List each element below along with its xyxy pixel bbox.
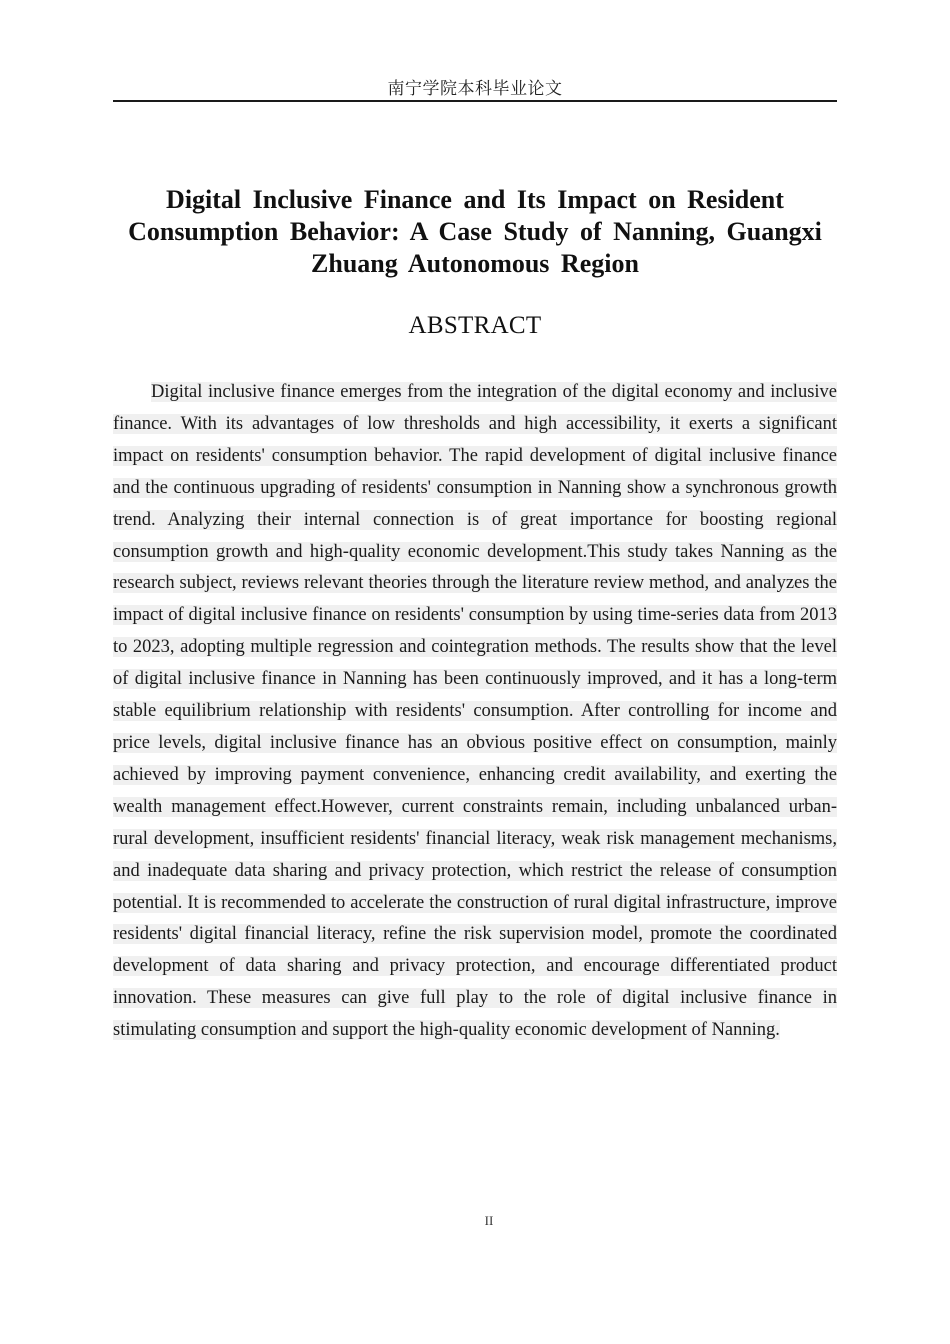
- page-number: II: [484, 1213, 494, 1228]
- abstract-paragraph: [113, 377, 837, 1047]
- abstract-text: Digital inclusive finance emerges from the integration of the digital economy and inclusive finance. With its advantages of low thresholds and high accessibility, it exerts a significant impact on residents' consumption behavior. The rapid development of digital inclusive finance and the continuous upgrading of residents' consumption in Nanning show a synchronous growth trend. Analyzing their internal connection is of great importance for boosting regional consumption growth and high-quality economic development.This study takes Nanning as the research subject, reviews relevant theories through the literature review method, and analyzes the impact of digital inclusive finance on residents' consumption by using time-series data from 2013 to 2023, adopting multiple regression and cointegration methods. The results show that the level of digital inclusive finance in Nanning has been continuously improved, and it has a long-term stable equilibrium relationship with residents' consumption. After controlling for income and price levels, digital inclusive finance has an obvious positive effect on consumption, mainly achieved by improving payment convenience, enhancing credit availability, and exerting the wealth management effect.However, current constraints remain, including unbalanced urban-rural development, insufficient residents' financial literacy, weak risk management mechanisms, and inadequate data sharing and privacy protection, which restrict the release of consumption potential. It is recommended to accelerate the construction of rural digital infrastructure, improve residents' digital financial literacy, refine the risk supervision model, promote the coordinated development of data sharing and privacy protection, and encourage differentiated product innovation. These measures can give full play to the role of digital inclusive finance in stimulating consumption and support the high-quality economic development of Nanning.: [113, 382, 837, 1041]
- thesis-title: Digital Inclusive Finance and Its Impact on Resident Consumption Behavior: A Case Study of Nanning, Guangxi Zhuang Autonomous Region: [128, 185, 822, 278]
- abstract-heading: ABSTRACT: [408, 312, 542, 339]
- header-rule: [113, 100, 837, 102]
- running-header: 南宁学院本科毕业论文: [387, 79, 563, 99]
